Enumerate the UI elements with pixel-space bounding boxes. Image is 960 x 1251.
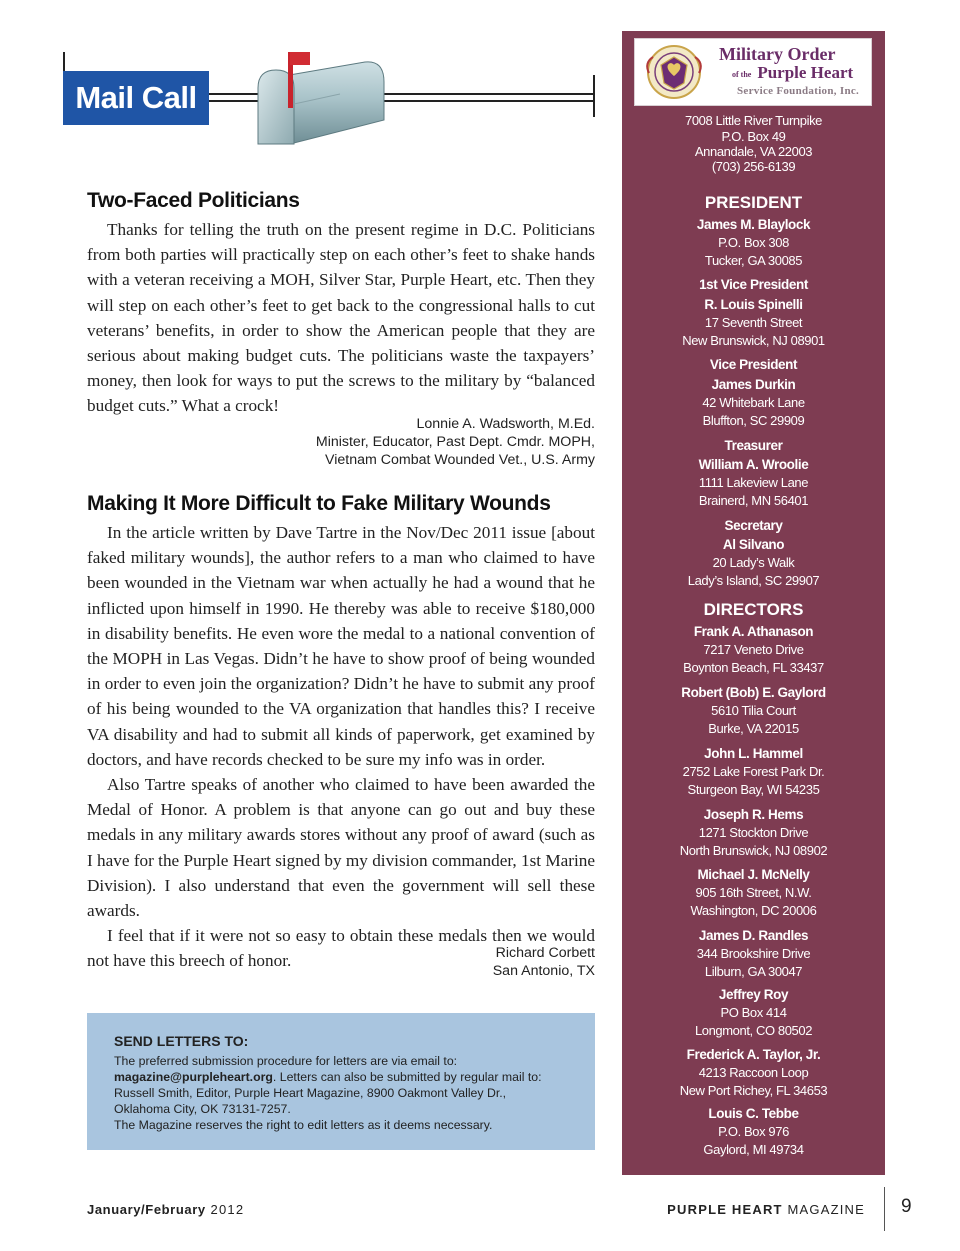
article-body [87,520,595,974]
org-address-line: 7008 Little River Turnpike [684,113,822,128]
letters-email-line [114,1069,568,1085]
director-address: Lilburn, GA 30047 [704,964,803,979]
director-address: Longmont, CO 80502 [694,1023,813,1038]
header-rule-left [63,52,65,72]
director-address: Gaylord, MI 49734 [703,1142,804,1157]
signature-line: Lonnie A. Wadsworth, M.Ed. [416,416,595,432]
issue-month: January/February [87,1202,206,1217]
logo-line-military-order: Military Order [719,44,836,64]
letters-mail-note: . Letters can also be submitted by regular mail to: [272,1070,542,1084]
officer-name: Al Silvano [722,537,785,552]
org-phone: (703) 256-6139 [711,159,796,174]
footer-divider [884,1187,885,1231]
director-address: Boynton Beach, FL 33437 [683,660,824,675]
organization-sidebar [622,31,885,1175]
page-number: 9 [901,1196,912,1217]
officer-name: James M. Blaylock [696,217,811,232]
signature-line: San Antonio, TX [492,963,595,979]
officer-address: 17 Seventh Street [704,315,803,330]
article-paragraph: I feel that if it were not so easy to obtain these medals then we would not have this breech of honor. [87,926,595,971]
letters-instruction: The preferred submission procedure for letters are via email to: [114,1054,458,1068]
director-name: James D. Randles [698,928,809,943]
director-address: 1271 Stockton Drive [698,825,809,840]
officer-address: 1111 Lakeview Lane [698,475,809,490]
director-address: 905 16th Street, N.W. [695,885,812,900]
org-address-line: Annandale, VA 22003 [694,144,813,159]
officer-address: Brainerd, MN 56401 [698,493,809,508]
magazine-name-rest: MAGAZINE [787,1202,865,1217]
officer-address: P.O. Box 308 [718,235,789,250]
signature-line: Richard Corbett [495,945,595,961]
officer-name: James Durkin [711,377,796,392]
officer-address: New Brunswick, NJ 08901 [682,333,825,348]
article-title: Making It More Difficult to Fake Military Wounds [87,492,551,515]
logo-purple-heart-text: Purple Heart [757,63,854,82]
org-address-line: P.O. Box 49 [721,129,786,144]
magazine-name-bold: PURPLE HEART [667,1202,783,1217]
mailbox-icon [250,48,390,148]
director-address: Burke, VA 22015 [708,721,799,736]
author-signature [316,415,595,469]
logo-line-purple-heart [732,63,853,83]
director-name: Jeffrey Roy [718,987,789,1002]
officer-address: 20 Lady’s Walk [712,555,795,570]
officer-name: R. Louis Spinelli [704,297,803,312]
officer-role: Secretary [724,518,783,533]
article-paragraph: In the article written by Dave Tartre in the Nov/Dec 2011 issue [about faked military wounds], the author refers to a man who claimed to have been wounded in the Vietnam war when actually he had a wound that he inflicted upon himself in 1990. He thereby was able to receive $180,000 in disability benefits. He even wore the medal to a national convention of the MOPH in Las Vegas. Didn’t he have to show proof of being wounded in order to even join the organization? Didn’t he have to submit any proof of his being wounded to the VA organization that handles this? I receive VA disability and had to submit all kinds of paperwork, get examined by doctors, and have records checked to be sure my info was in order. [87,523,595,769]
officer-role: Vice President [709,357,798,372]
officer-address: Bluffton, SC 29909 [702,413,805,428]
officer-address: Tucker, GA 30085 [704,253,803,268]
letters-edit-note: The Magazine reserves the right to edit letters as it deems necessary. [114,1118,493,1132]
email-link[interactable]: magazine@purpleheart.org [114,1070,273,1084]
send-letters-title: SEND LETTERS TO: [114,1033,249,1049]
article-title: Two-Faced Politicians [87,189,300,212]
director-address: Sturgeon Bay, WI 54235 [687,782,820,797]
officer-address: Lady’s Island, SC 29907 [687,573,820,588]
logo-of-the: of the [732,69,752,79]
magazine-name [667,1202,865,1217]
article-paragraph: Also Tartre speaks of another who claimed to have been awarded the Medal of Honor. A problem is that anyone can go out and buy these medals in any military awards stores without any proof of award (such as I have for the Purple Heart signed by my division commander, 1st Marine Division). I also understand that even the government will sell these awards. [87,775,595,921]
article-paragraph: Thanks for telling the truth on the present regime in D.C. Politicians from both parties will practically step on each other’s feet to shake hands with a veteran receiving a MOH, Silver Star, Purple Heart, etc. Then they will step on each other’s feet to get back to the congressional halls to cut veterans’ benefits, in order to show the American people that they are serious about making budget cuts. The politicians waste the taxpayers’ money, then look for ways to put the screws to the military by “balanced budget cuts.” What a crock! [87,220,595,416]
director-name: Louis C. Tebbe [708,1106,799,1121]
director-address: 7217 Veneto Drive [703,642,804,657]
issue-date [87,1202,244,1217]
director-address: PO Box 414 [720,1005,787,1020]
article-body [87,217,595,419]
letters-address-line: Oklahoma City, OK 73131-7257. [114,1102,291,1116]
send-letters-box [87,1013,595,1150]
director-name: John L. Hammel [704,746,803,761]
president-heading: PRESIDENT [704,193,803,212]
director-name: Robert (Bob) E. Gaylord [681,685,826,700]
director-address: Washington, DC 20006 [690,903,817,918]
author-signature [493,944,595,980]
letters-address-line: Russell Smith, Editor, Purple Heart Magazine, 8900 Oakmont Valley Dr., [114,1086,507,1100]
director-address: North Brunswick, NJ 08902 [679,843,828,858]
director-address: New Port Richey, FL 34653 [679,1083,828,1098]
directors-heading: DIRECTORS [703,600,804,619]
signature-line: Vietnam Combat Wounded Vet., U.S. Army [325,452,595,468]
director-name: Frank A. Athanason [693,624,814,639]
organization-logo [635,39,871,105]
signature-line: Minister, Educator, Past Dept. Cmdr. MOPH, [315,434,595,450]
director-name: Michael J. McNelly [697,867,810,882]
officer-role: 1st Vice President [699,277,808,292]
director-name: Frederick A. Taylor, Jr. [686,1047,821,1062]
director-name: Joseph R. Hems [703,807,804,822]
director-address: P.O. Box 976 [718,1124,789,1139]
issue-year: 2012 [210,1202,245,1217]
purple-heart-seal-icon [641,43,707,101]
officer-address: 42 Whitebark Lane [702,395,805,410]
director-address: 5610 Tilia Court [711,703,796,718]
header-rule-right [593,75,595,117]
director-address: 4213 Raccoon Loop [698,1065,809,1080]
director-address: 2752 Lake Forest Park Dr. [682,764,825,779]
logo-line-foundation: Service Foundation, Inc. [737,85,860,97]
officer-name: William A. Wroolie [698,457,809,472]
officer-role: Treasurer [724,438,783,453]
director-address: 344 Brookshire Drive [696,946,811,961]
section-title: Mail Call [63,71,209,125]
